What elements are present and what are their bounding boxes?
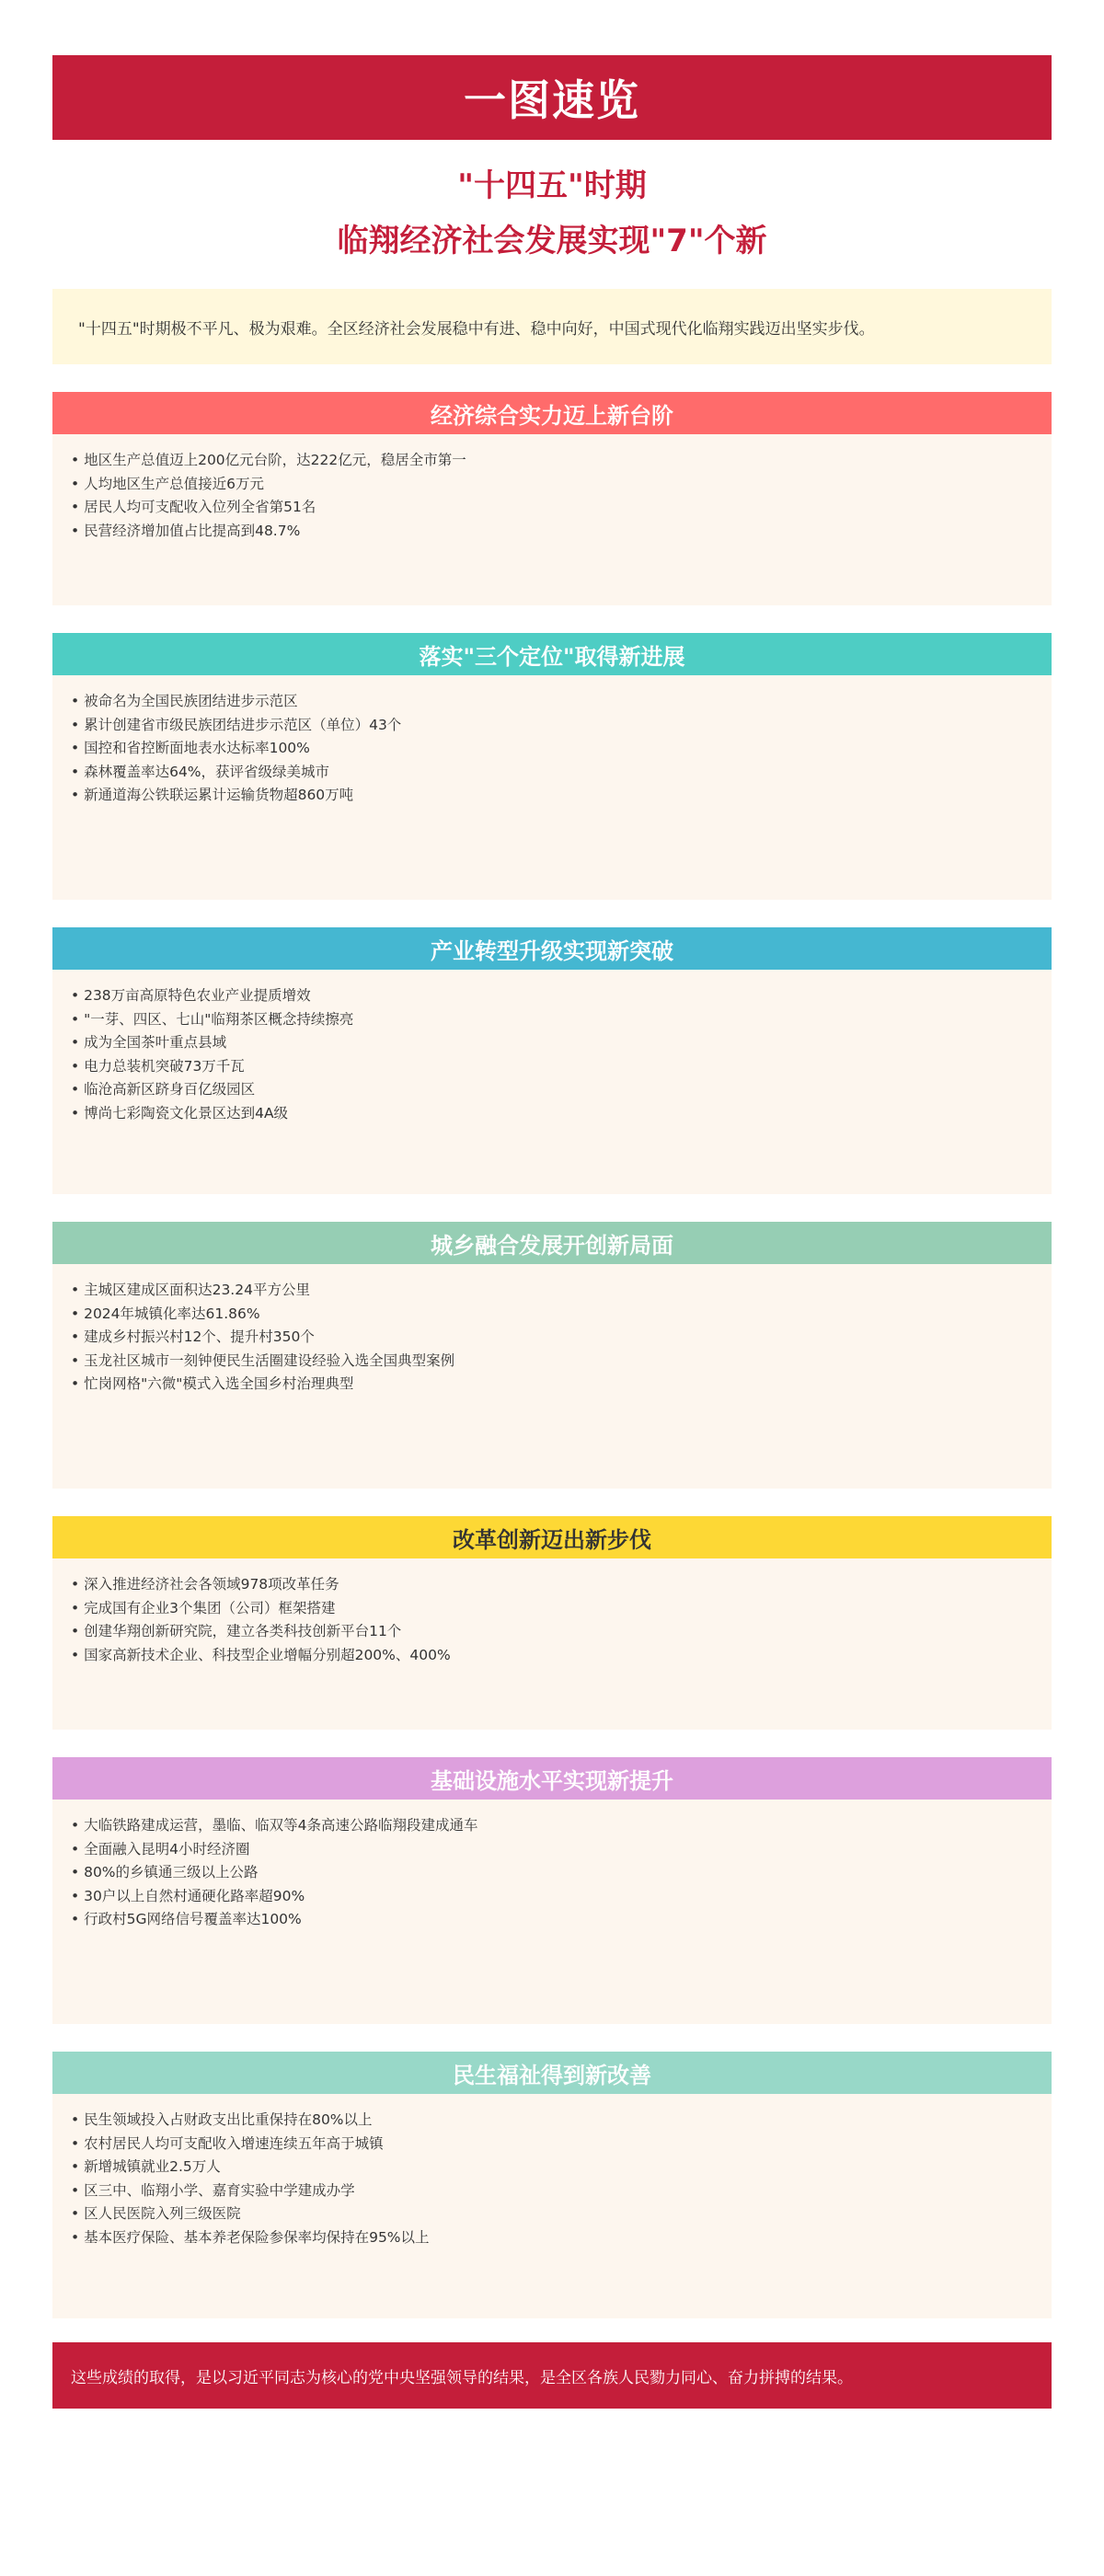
list-item: • 深入推进经济社会各领域978项改革任务	[71, 1573, 1033, 1597]
subtitle-line-1: "十四五"时期	[457, 167, 647, 204]
subtitle-line-2: 临翔经济社会发展实现"7"个新	[337, 223, 767, 259]
section-infrastructure	[52, 1757, 1052, 2024]
section-header	[52, 1757, 1052, 1800]
section-title: 民生福祉得到新改善	[453, 2062, 651, 2088]
section-title: 落实"三个定位"取得新进展	[419, 643, 685, 670]
list-item: • 建成乡村振兴村12个、提升村350个	[71, 1326, 1033, 1350]
footer-text: 这些成绩的取得，是以习近平同志为核心的党中央坚强领导的结果，是全区各族人民勠力同心、奋力拼搏的结果。	[71, 2368, 853, 2387]
section-header	[52, 927, 1052, 970]
list-item: • 成为全国茶叶重点县域	[71, 1031, 1033, 1055]
list-item: • 人均地区生产总值接近6万元	[71, 473, 1033, 497]
list-item: • 忙岗网格"六微"模式入选全国乡村治理典型	[71, 1373, 1033, 1397]
section-body	[52, 970, 1052, 1194]
list-item: • 居民人均可支配收入位列全省第51名	[71, 496, 1033, 520]
section-body	[52, 434, 1052, 605]
section-wellbeing	[52, 2052, 1052, 2318]
list-item: • 国家高新技术企业、科技型企业增幅分别超200%、400%	[71, 1644, 1033, 1668]
section-positioning	[52, 633, 1052, 900]
section-header	[52, 392, 1052, 434]
section-body	[52, 1800, 1052, 2024]
section-header	[52, 1222, 1052, 1264]
list-item: • 全面融入昆明4小时经济圈	[71, 1838, 1033, 1862]
section-title: 改革创新迈出新步伐	[453, 1526, 651, 1553]
list-item: • "一芽、四区、七山"临翔茶区概念持续擦亮	[71, 1008, 1033, 1032]
intro-box	[52, 289, 1052, 364]
list-item: • 民营经济增加值占比提高到48.7%	[71, 520, 1033, 544]
list-item: • 地区生产总值迈上200亿元台阶，达222亿元，稳居全市第一	[71, 449, 1033, 473]
list-item: • 国控和省控断面地表水达标率100%	[71, 737, 1033, 761]
list-item: • 临沧高新区跻身百亿级园区	[71, 1078, 1033, 1102]
list-item: • 主城区建成区面积达23.24平方公里	[71, 1279, 1033, 1303]
list-item: • 基本医疗保险、基本养老保险参保率均保持在95%以上	[71, 2226, 1033, 2250]
page-container	[52, 0, 1052, 2409]
page-subtitle	[52, 158, 1052, 269]
list-item: • 238万亩高原特色农业产业提质增效	[71, 984, 1033, 1008]
footer-conclusion	[52, 2342, 1052, 2409]
intro-text: "十四五"时期极不平凡、极为艰难。全区经济社会发展稳中有进、稳中向好，中国式现代化临翔实践迈出坚实步伐。	[78, 319, 875, 339]
list-item: • 80%的乡镇通三级以上公路	[71, 1861, 1033, 1885]
list-item: • 玉龙社区城市一刻钟便民生活圈建设经验入选全国典型案例	[71, 1350, 1033, 1374]
section-body	[52, 1264, 1052, 1489]
list-item: • 农村居民人均可支配收入增速连续五年高于城镇	[71, 2133, 1033, 2156]
list-item: • 行政村5G网络信号覆盖率达100%	[71, 1908, 1033, 1932]
section-reform	[52, 1516, 1052, 1730]
section-header	[52, 2052, 1052, 2094]
section-header	[52, 1516, 1052, 1558]
list-item: • 创建华翔创新研究院，建立各类科技创新平台11个	[71, 1620, 1033, 1644]
list-item: • 2024年城镇化率达61.86%	[71, 1303, 1033, 1327]
section-title: 经济综合实力迈上新台阶	[431, 402, 673, 429]
list-item: • 区三中、临翔小学、嘉育实验中学建成办学	[71, 2179, 1033, 2203]
list-item: • 被命名为全国民族团结进步示范区	[71, 690, 1033, 714]
list-item: • 新增城镇就业2.5万人	[71, 2156, 1033, 2179]
section-industry	[52, 927, 1052, 1194]
list-item: • 30户以上自然村通硬化路率超90%	[71, 1885, 1033, 1909]
banner-title: 一图速览	[52, 55, 1052, 140]
list-item: • 完成国有企业3个集团（公司）框架搭建	[71, 1597, 1033, 1621]
list-item: • 新通道海公铁联运累计运输货物超860万吨	[71, 784, 1033, 808]
section-body	[52, 675, 1052, 900]
section-economy	[52, 392, 1052, 605]
list-item: • 民生领域投入占财政支出比重保持在80%以上	[71, 2109, 1033, 2133]
section-title: 城乡融合发展开创新局面	[431, 1232, 673, 1259]
section-body	[52, 2094, 1052, 2318]
section-header	[52, 633, 1052, 675]
section-title: 产业转型升级实现新突破	[431, 937, 673, 964]
list-item: • 累计创建省市级民族团结进步示范区（单位）43个	[71, 714, 1033, 738]
section-urban-rural	[52, 1222, 1052, 1489]
section-title: 基础设施水平实现新提升	[431, 1767, 673, 1794]
list-item: • 森林覆盖率达64%，获评省级绿美城市	[71, 761, 1033, 785]
list-item: • 大临铁路建成运营，墨临、临双等4条高速公路临翔段建成通车	[71, 1814, 1033, 1838]
list-item: • 区人民医院入列三级医院	[71, 2202, 1033, 2226]
list-item: • 博尚七彩陶瓷文化景区达到4A级	[71, 1102, 1033, 1126]
list-item: • 电力总装机突破73万千瓦	[71, 1055, 1033, 1079]
section-body	[52, 1558, 1052, 1730]
